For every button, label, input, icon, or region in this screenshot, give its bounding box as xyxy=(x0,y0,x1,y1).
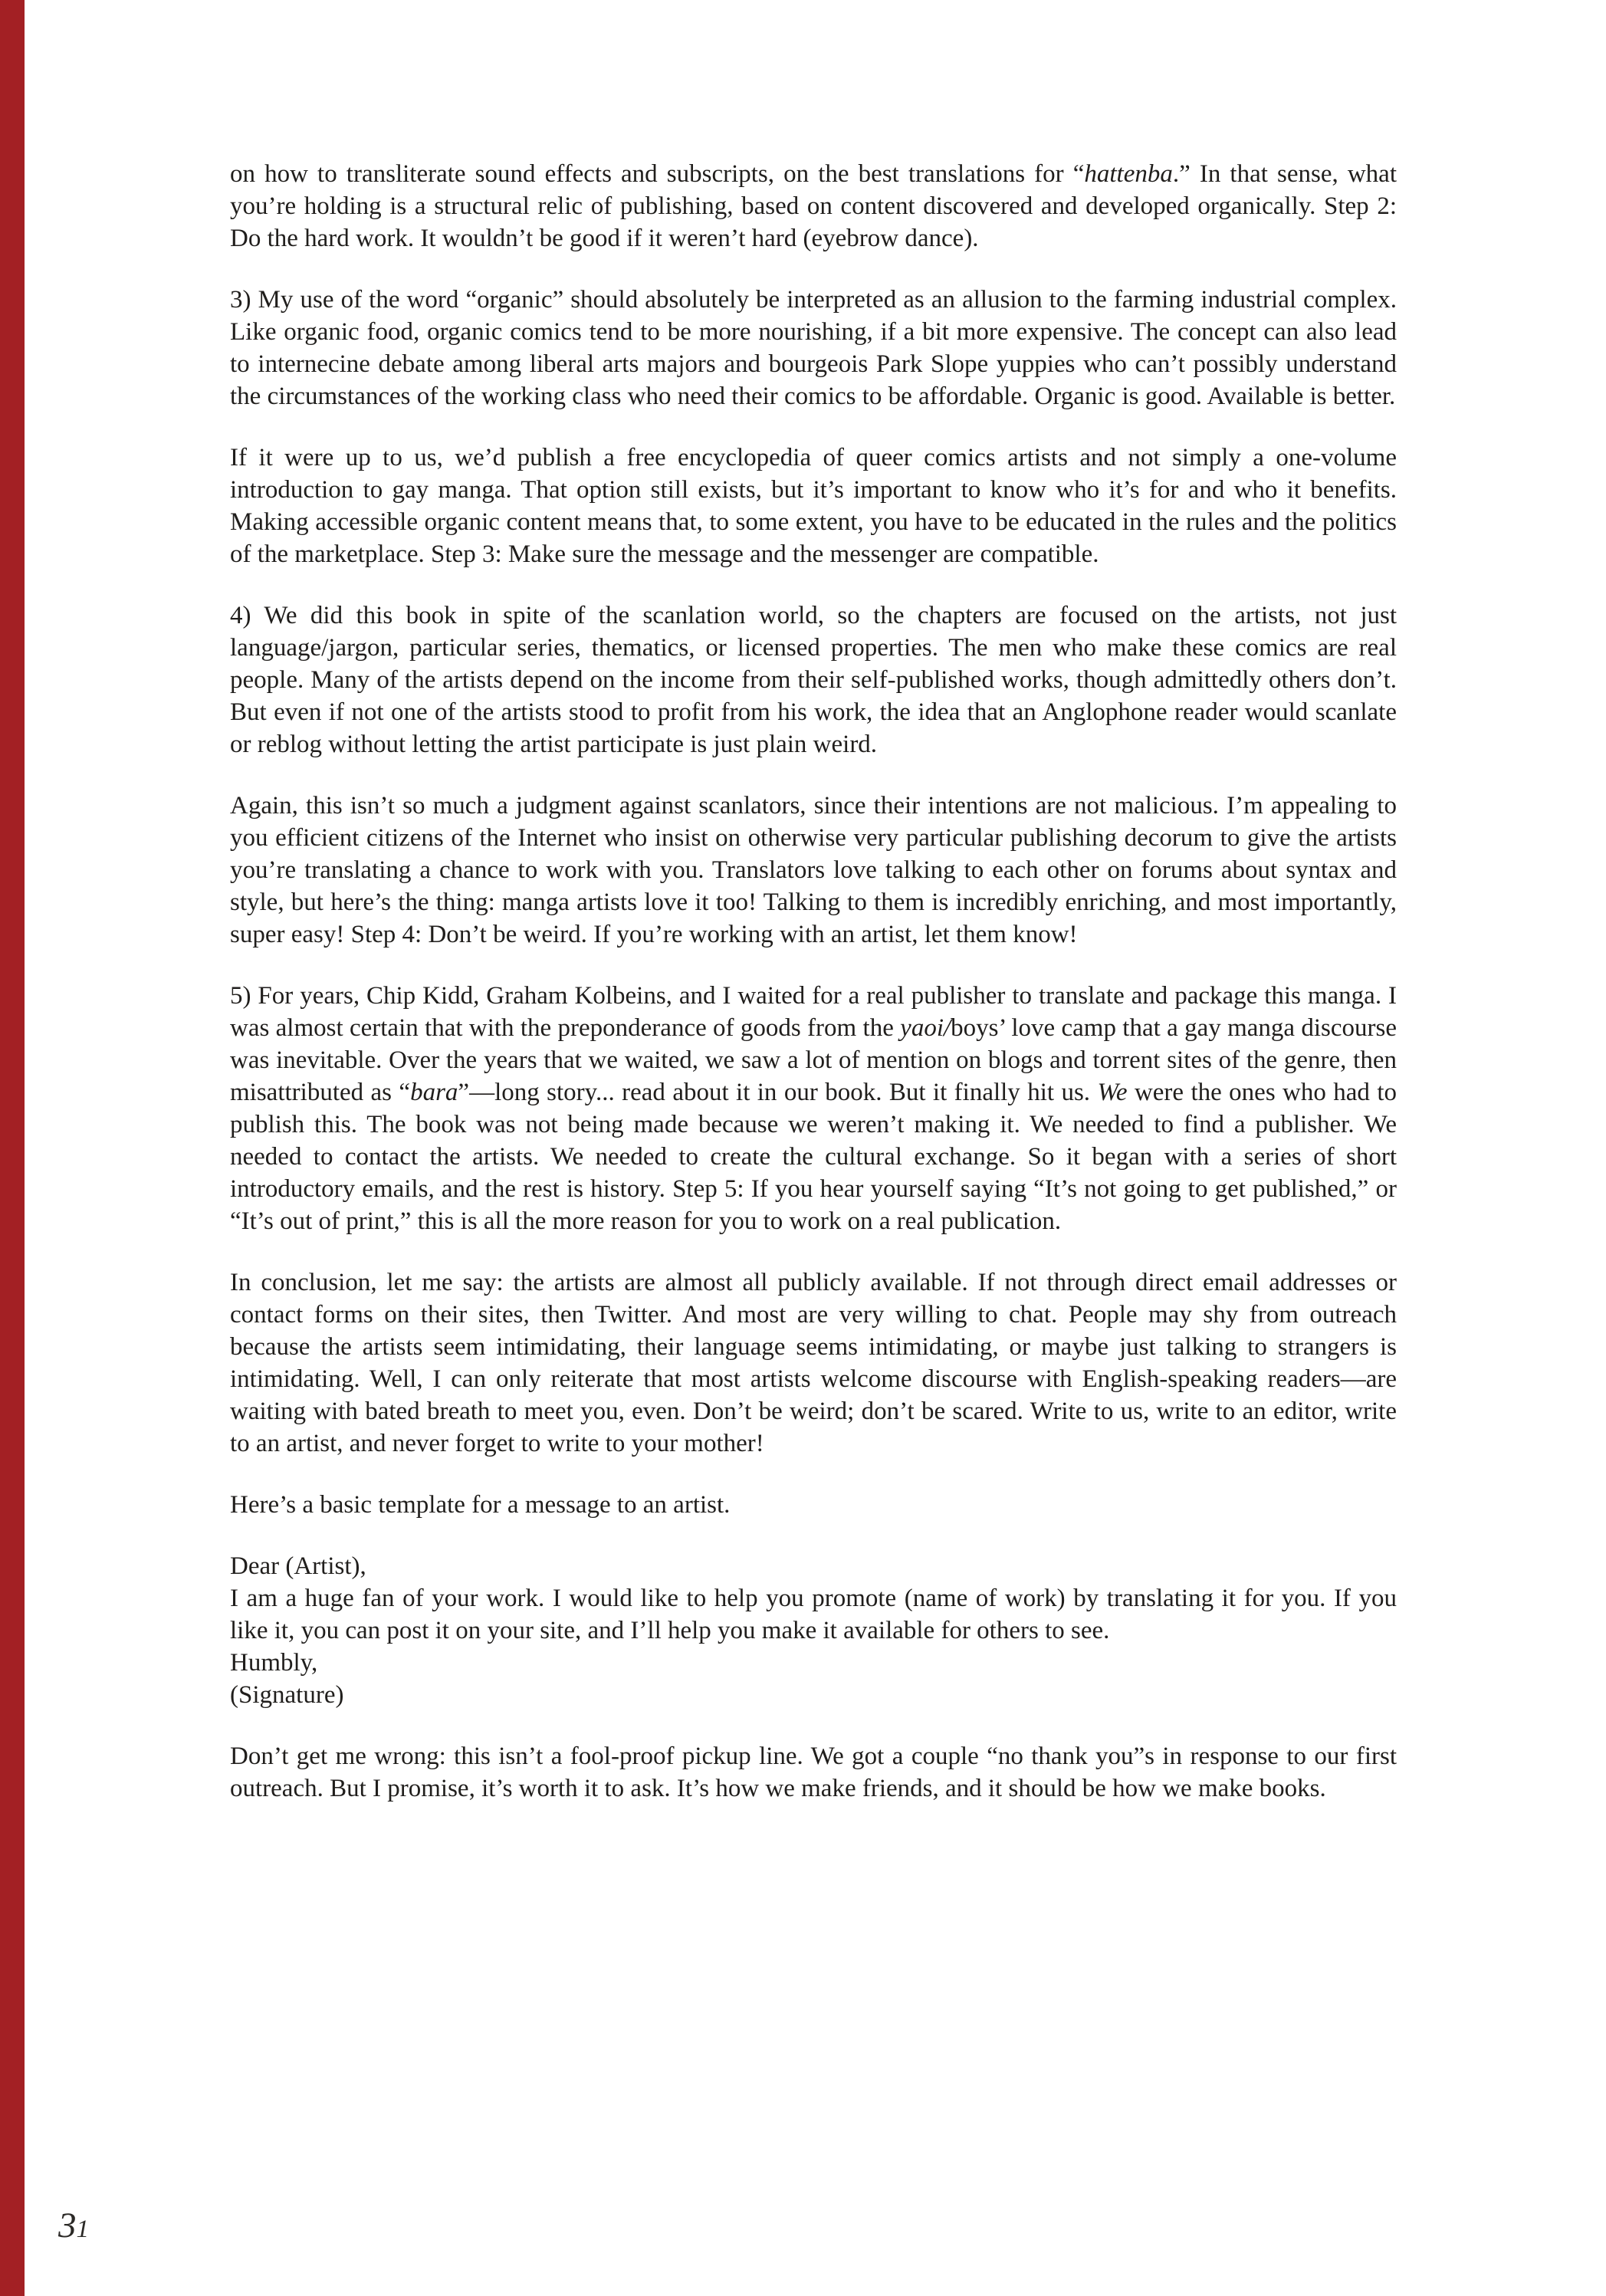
text-segment: We xyxy=(1097,1079,1128,1106)
text-segment: 5) For years, Chip Kidd, Graham Kolbeins, and I waited for a real publisher to translate and package this manga. I was almost certain that with the preponderance of goods from the xyxy=(230,982,1397,1042)
text-segment: were the ones who had to publish this. The book was not being made because we weren’t making it. We needed to find a publisher. We needed to contact the artists. We needed to create the cultural exchange. So it began with a series of short introductory emails, and the rest is history. Step 5: If you hear yourself saying “It’s not going to get published,” or “It’s out of print,” this is all the more reason for you to work on a real publication. xyxy=(230,1079,1397,1235)
text-segment: In conclusion, let me say: the artists are almost all publicly available. If not through direct email addresses or contact forms on their sites, then Twitter. And most are very willing to chat. People may shy from outreach because the artists seem intimidating, their language seems intimidating, or maybe just talking to strangers is intimidating. Well, I can only reiterate that most artists welcome discourse with English-speaking readers—are waiting with bated breath to meet you, even. Don’t be weird; don’t be scared. Write to us, write to an editor, write to an artist, and never forget to write to your mother! xyxy=(230,1269,1397,1457)
closing-paragraph xyxy=(230,1740,1397,1805)
encyclopedia-paragraph xyxy=(230,442,1397,570)
page-text-block xyxy=(230,158,1397,1805)
text-segment: (Signature) xyxy=(230,1681,344,1709)
point-4-paragraph xyxy=(230,599,1397,760)
page-number-digit-main: 3 xyxy=(58,2206,77,2245)
left-margin-accent-bar xyxy=(0,0,25,2296)
page-number xyxy=(58,2208,89,2244)
text-segment: 4) We did this book in spite of the scanlation world, so the chapters are focused on the artists, not just language/jargon, particular series, thematics, or licensed properties. The men who make these comics are real people. Many of the artists depend on the income from their self-published works, though admittedly others don’t. But even if not one of the artists stood to profit from his work, the idea that an Anglophone reader would scanlate or reblog without letting the artist participate is just plain weird. xyxy=(230,602,1397,758)
text-segment: 3) My use of the word “organic” should absolutely be interpreted as an allusion to the farming industrial complex. Like organic food, organic comics tend to be more nourishing, if a bit more expensive. The concept can also lead to internecine debate among liberal arts majors and bourgeois Park Slope yuppies who can’t possibly understand the circumstances of the working class who need their comics to be affordable. Organic is good. Available is better. xyxy=(230,286,1397,410)
text-segment: boys’ love camp that a gay manga discourse was inevitable. Over the years that we waited, we saw a lot of mention on blogs and torrent sites of the genre, then misattributed as “ xyxy=(230,1014,1397,1106)
text-segment: Again, this isn’t so much a judgment against scanlators, since their intentions are not malicious. I’m appealing to you efficient citizens of the Internet who insist on otherwise very particular publishing decorum to give the artists you’re translating a chance to work with you. Translators love talking to each other on forums about syntax and style, but here’s the thing: manga artists love it too! Talking to them is incredibly enriching, and most importantly, super easy! Step 4: Don’t be weird. If you’re working with an artist, let them know! xyxy=(230,792,1397,948)
text-segment: Here’s a basic template for a message to an artist. xyxy=(230,1491,731,1519)
scanlators-paragraph xyxy=(230,790,1397,951)
text-segment: .” In that sense, what you’re holding is a structural relic of publishing, based on content discovered and developed organically. Step 2: Do the hard work. It wouldn’t be good if it weren’t hard (eyebrow dance). xyxy=(230,160,1397,252)
conclusion-paragraph xyxy=(230,1266,1397,1460)
text-segment: Dear (Artist), xyxy=(230,1552,366,1580)
text-segment: yaoi/ xyxy=(900,1014,951,1042)
text-segment: If it were up to us, we’d publish a free encyclopedia of queer comics artists and not simply a one-volume introduction to gay manga. That option still exists, but it’s important to know who it’s for and who it benefits. Making accessible organic content means that, to some extent, you have to be educated in the rules and the politics of the marketplace. Step 3: Make sure the message and the messenger are compatible. xyxy=(230,444,1397,568)
text-segment: hattenba xyxy=(1084,160,1173,188)
template-intro-paragraph xyxy=(230,1489,1397,1521)
point-5-paragraph xyxy=(230,980,1397,1237)
text-segment: I am a huge fan of your work. I would like to help you promote (name of work) by translating it for you. If you like it, you can post it on your site, and I’ll help you make it available for others to see. xyxy=(230,1585,1397,1644)
letter-signature-line xyxy=(230,1679,1397,1711)
text-segment: bara xyxy=(410,1079,458,1106)
text-segment: on how to transliterate sound effects and subscripts, on the best translations for “ xyxy=(230,160,1085,188)
letter-salutation-line xyxy=(230,1550,1397,1582)
letter-closing-line xyxy=(230,1647,1397,1679)
point-3-paragraph xyxy=(230,284,1397,412)
text-segment: Humbly, xyxy=(230,1649,318,1677)
text-segment: Don’t get me wrong: this isn’t a fool-proof pickup line. We got a couple “no thank you”s in response to our first outreach. But I promise, it’s worth it to ask. It’s how we make friends, and it should be how we make books. xyxy=(230,1743,1397,1802)
text-segment: ”—long story... read about it in our book. But it finally hit us. xyxy=(458,1079,1098,1106)
page-number-digit-small: 1 xyxy=(76,2216,89,2243)
continued-paragraph xyxy=(230,158,1397,255)
letter-body-paragraph xyxy=(230,1582,1397,1647)
